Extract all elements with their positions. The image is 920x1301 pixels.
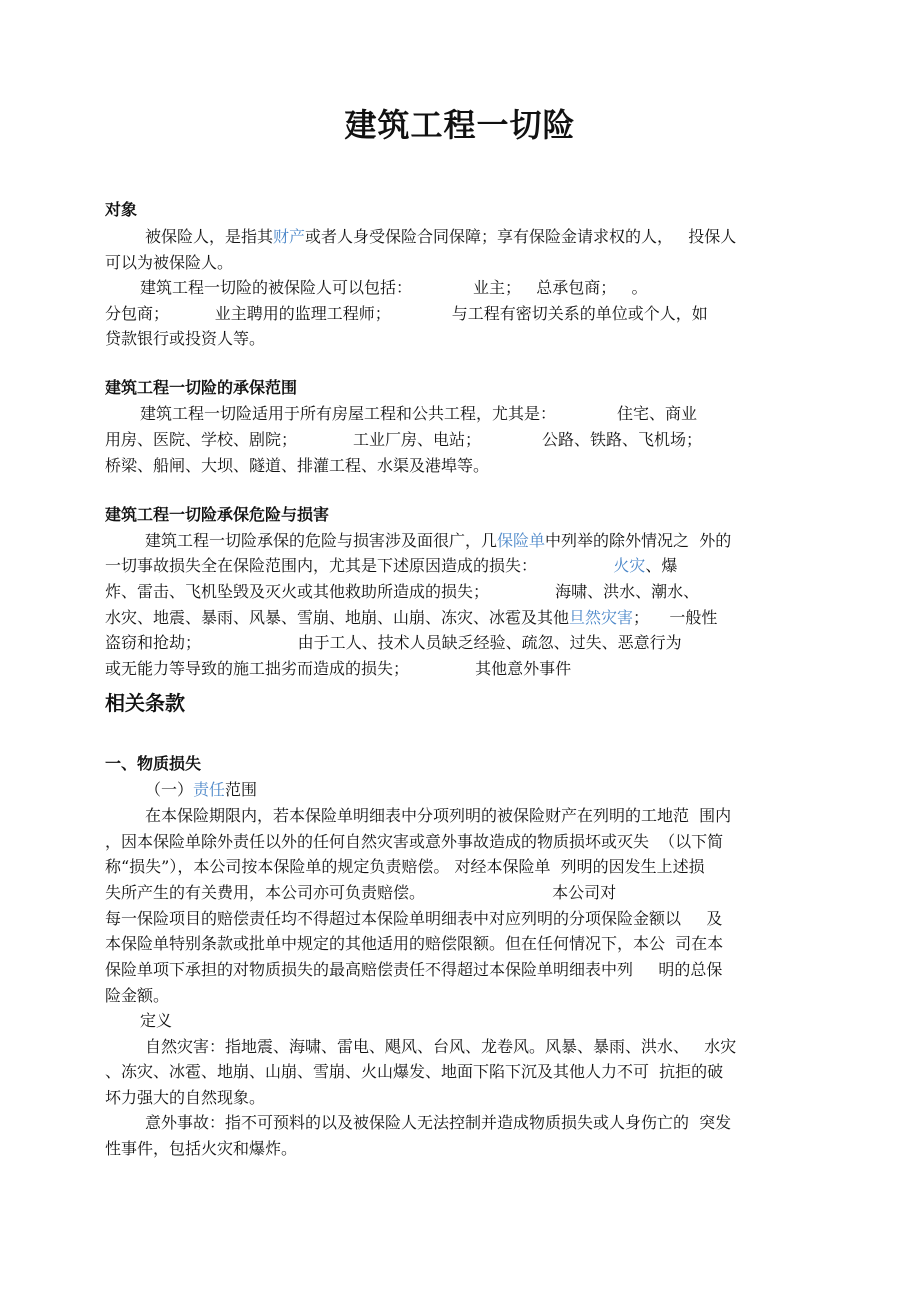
text: 范围 xyxy=(225,780,258,799)
paragraph-line: 用房、医院、学校、剧院； 工业厂房、电站； 公路、铁路、飞机场； xyxy=(105,430,702,449)
paragraph-line: 分包商； 业主聘用的监理工程师； 与工程有密切关系的单位或个人，如 xyxy=(105,304,708,323)
paragraph-line: 或无能力等导致的施工拙劣而造成的损失； 其他意外事件 xyxy=(105,659,572,678)
section-heading-scope: 建筑工程一切险的承保范围 xyxy=(105,378,298,397)
section-heading-object: 对象 xyxy=(105,200,138,219)
text: 一切事故损失全在保险范围内，尤其是下述原因造成的损失： xyxy=(105,556,614,575)
paragraph-line: 保险单项下承担的对物质损失的最高赔偿责任不得超过本保险单明细表中列 明的总保 xyxy=(105,960,723,979)
section-heading-related: 相关条款 xyxy=(105,691,185,715)
paragraph-line: 意外事故：指不可预料的以及被保险人无法控制并造成物质损失或人身伤亡的 突发 xyxy=(145,1113,732,1132)
link-natural-disaster[interactable]: 旦然灾害 xyxy=(569,608,634,627)
text: 或者人身受保险合同保障；享有保险金请求权的人， 投保人 xyxy=(305,227,737,246)
text: ； 一般性 xyxy=(633,608,718,627)
section-heading-risks: 建筑工程一切险承保危险与损害 xyxy=(105,505,330,524)
paragraph-line xyxy=(145,226,736,248)
text: 中列举的除外情况之 外的 xyxy=(545,531,732,550)
text: （一） xyxy=(145,780,194,799)
paragraph-line: 贷款银行或投资人等。 xyxy=(105,329,266,348)
paragraph-line: 炸、雷击、飞机坠毁及灭火或其他救助所造成的损失； 海啸、洪水、潮水、 xyxy=(105,582,700,601)
paragraph-line: 自然灾害：指地震、海啸、雷电、飓风、台风、龙卷风。风暴、暴雨、洪水、 水灾 xyxy=(145,1037,737,1056)
text: 建筑工程一切险承保的危险与损害涉及面很广，几 xyxy=(145,531,498,550)
paragraph-line: 失所产生的有关费用，本公司亦可负责赔偿。 本公司对 xyxy=(105,883,617,902)
text: 被保险人，是指其 xyxy=(145,227,274,246)
paragraph-line: 可以为被保险人。 xyxy=(105,253,234,272)
paragraph-line: 每一保险项目的赔偿责任均不得超过本保险单明细表中对应列明的分项保险金额以 及 xyxy=(105,909,723,928)
paragraph-line: 险金额。 xyxy=(105,986,170,1005)
paragraph-line: 性事件，包括火灾和爆炸。 xyxy=(105,1139,298,1158)
paragraph-line: ，因本保险单除外责任以外的任何自然灾害或意外事故造成的物质损坏或灭失 （以下简 xyxy=(105,832,724,851)
paragraph-line: 在本保险期限内，若本保险单明细表中分项列明的被保险财产在列明的工地范 围内 xyxy=(145,806,732,825)
link-fire[interactable]: 火灾 xyxy=(613,556,646,575)
definition-heading: 定义 xyxy=(140,1011,173,1030)
paragraph-line xyxy=(145,779,257,801)
paragraph-line: 桥梁、船闸、大坝、隧道、排灌工程、水渠及港埠等。 xyxy=(105,456,490,475)
text: 、爆 xyxy=(645,556,678,575)
link-policy[interactable]: 保险单 xyxy=(497,531,546,550)
paragraph-line xyxy=(105,607,717,629)
link-liability[interactable]: 责任 xyxy=(193,780,226,799)
paragraph-line: 盗窃和抢劫； 由于工人、技术人员缺乏经验、疏忽、过失、恶意行为 xyxy=(105,633,682,652)
link-property[interactable]: 财产 xyxy=(273,227,306,246)
paragraph-line xyxy=(105,555,677,577)
paragraph-line: 建筑工程一切险适用于所有房屋工程和公共工程，尤其是： 住宅、商业 xyxy=(140,404,698,423)
text: 水灾、地震、暴雨、风暴、雪崩、地崩、山崩、冻灾、冰雹及其他 xyxy=(105,608,570,627)
paragraph-line: 建筑工程一切险的被保险人可以包括： 业主； 总承包商； 。 xyxy=(140,278,648,297)
page-title: 建筑工程一切险 xyxy=(344,106,576,144)
paragraph-line: 称“损失”），本公司按本保险单的规定负责赔偿。 对经本保险单 列明的因发生上述损 xyxy=(105,857,705,876)
paragraph-line: 坏力强大的自然现象。 xyxy=(105,1088,266,1107)
paragraph-line: 本保险单特别条款或批单中规定的其他适用的赔偿限额。但在任何情况下，本公 司在本 xyxy=(105,934,724,953)
paragraph-line xyxy=(145,530,731,552)
subheading-material-loss: 一、物质损失 xyxy=(105,754,202,773)
paragraph-line: 、冻灾、冰雹、地崩、山崩、雪崩、火山爆发、地面下陷下沉及其他人力不可 抗拒的破 xyxy=(105,1062,724,1081)
